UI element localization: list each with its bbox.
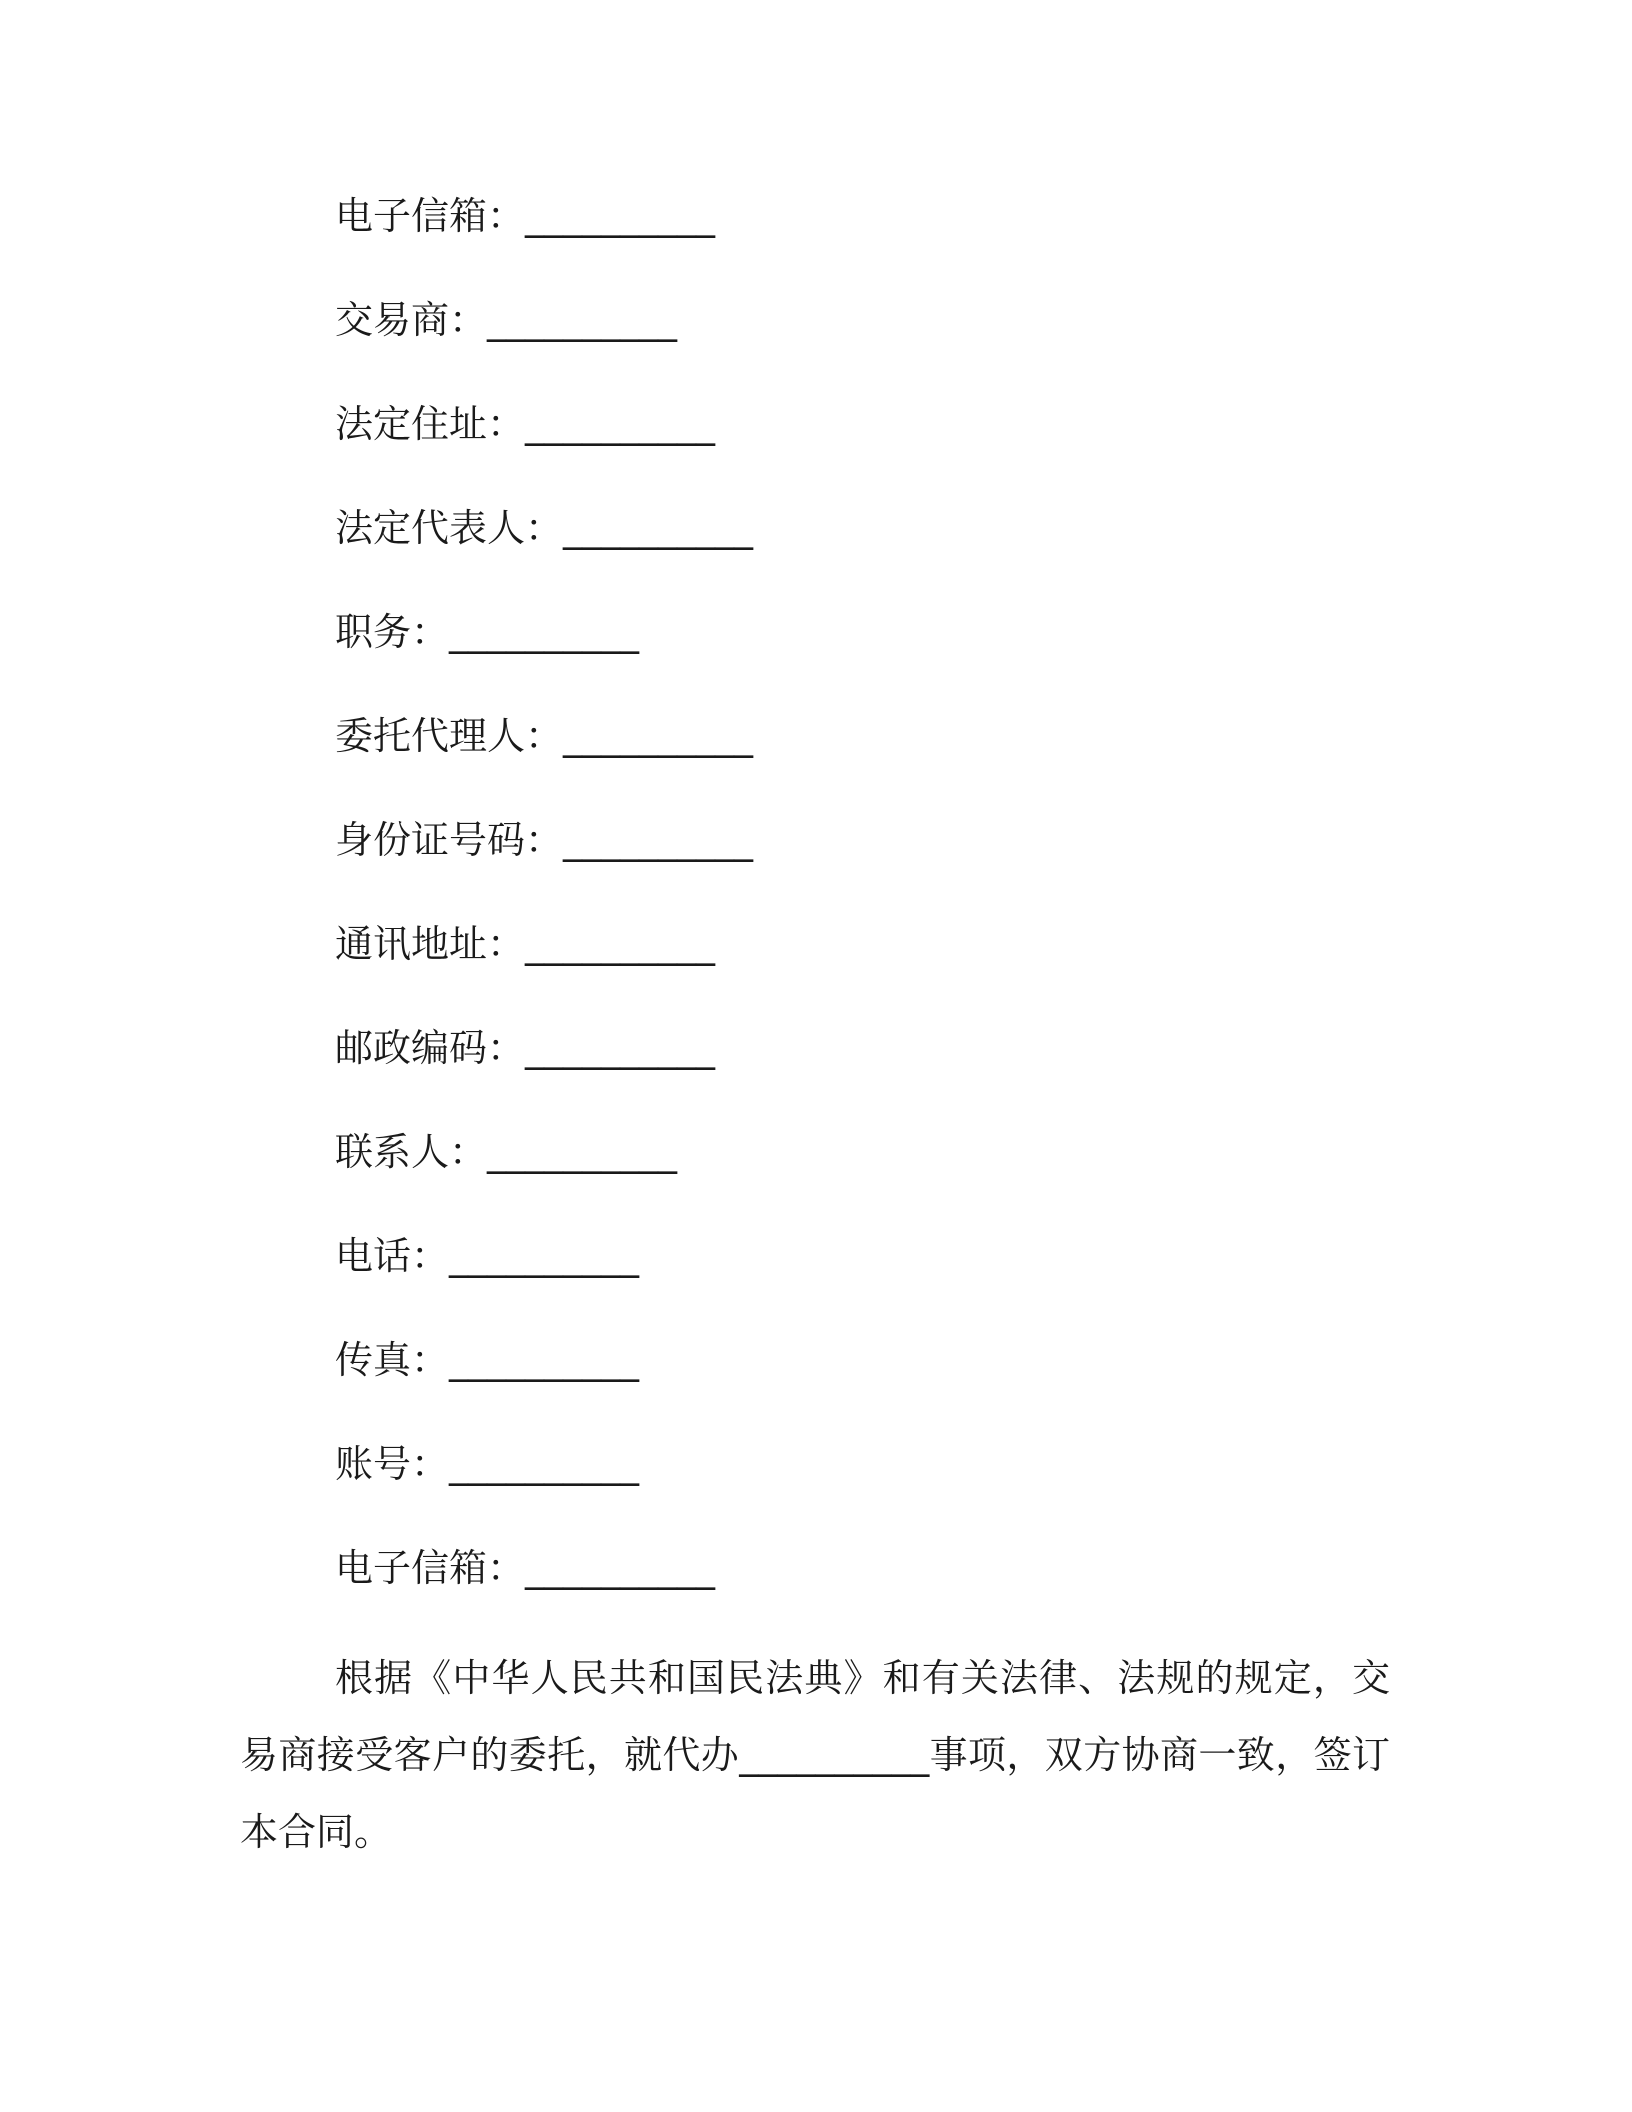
fill-blank: __________ bbox=[487, 1130, 678, 1174]
field-label: 法定代表人： bbox=[335, 506, 564, 550]
field-contact-person bbox=[335, 1124, 753, 1228]
contract-preamble-paragraph: 根据《中华人民共和国民法典》和有关法律、法规的规定，交易商接受客户的委托，就代办__________事项，双方协商一致，签订本合同。 bbox=[240, 1656, 1390, 1854]
field-label: 交易商： bbox=[335, 298, 488, 342]
field-fax bbox=[335, 1332, 753, 1436]
field-authorized-agent bbox=[335, 708, 753, 812]
fill-blank: __________ bbox=[449, 610, 640, 654]
fill-blank: __________ bbox=[487, 298, 678, 342]
field-label: 电子信箱： bbox=[335, 1546, 526, 1590]
fill-blank: __________ bbox=[449, 1234, 640, 1278]
fill-blank: __________ bbox=[525, 402, 716, 446]
field-label: 法定住址： bbox=[335, 402, 526, 446]
field-label: 传真： bbox=[335, 1338, 450, 1382]
field-label: 电话： bbox=[335, 1234, 450, 1278]
fill-blank: __________ bbox=[525, 194, 716, 238]
field-label: 职务： bbox=[335, 610, 450, 654]
field-label: 邮政编码： bbox=[335, 1026, 526, 1070]
field-email-2 bbox=[335, 1540, 753, 1644]
fill-blank: __________ bbox=[449, 1338, 640, 1382]
fill-blank: __________ bbox=[563, 506, 754, 550]
field-account-number bbox=[335, 1436, 753, 1540]
field-legal-representative bbox=[335, 500, 753, 604]
field-mailing-address bbox=[335, 916, 753, 1020]
field-phone bbox=[335, 1228, 753, 1332]
field-email-1 bbox=[335, 188, 753, 292]
field-label: 委托代理人： bbox=[335, 714, 564, 758]
field-position bbox=[335, 604, 753, 708]
fill-blank: __________ bbox=[563, 714, 754, 758]
field-dealer bbox=[335, 292, 753, 396]
fill-blank: __________ bbox=[449, 1442, 640, 1486]
contact-field-list bbox=[335, 188, 753, 1644]
field-label: 账号： bbox=[335, 1442, 450, 1486]
field-id-number bbox=[335, 812, 753, 916]
fill-blank: __________ bbox=[525, 922, 716, 966]
field-label: 联系人： bbox=[335, 1130, 488, 1174]
field-label: 电子信箱： bbox=[335, 194, 526, 238]
fill-blank: __________ bbox=[525, 1026, 716, 1070]
field-label: 通讯地址： bbox=[335, 922, 526, 966]
field-postal-code bbox=[335, 1020, 753, 1124]
fill-blank: __________ bbox=[525, 1546, 716, 1590]
field-label: 身份证号码： bbox=[335, 818, 564, 862]
fill-blank: __________ bbox=[563, 818, 754, 862]
field-legal-address bbox=[335, 396, 753, 500]
